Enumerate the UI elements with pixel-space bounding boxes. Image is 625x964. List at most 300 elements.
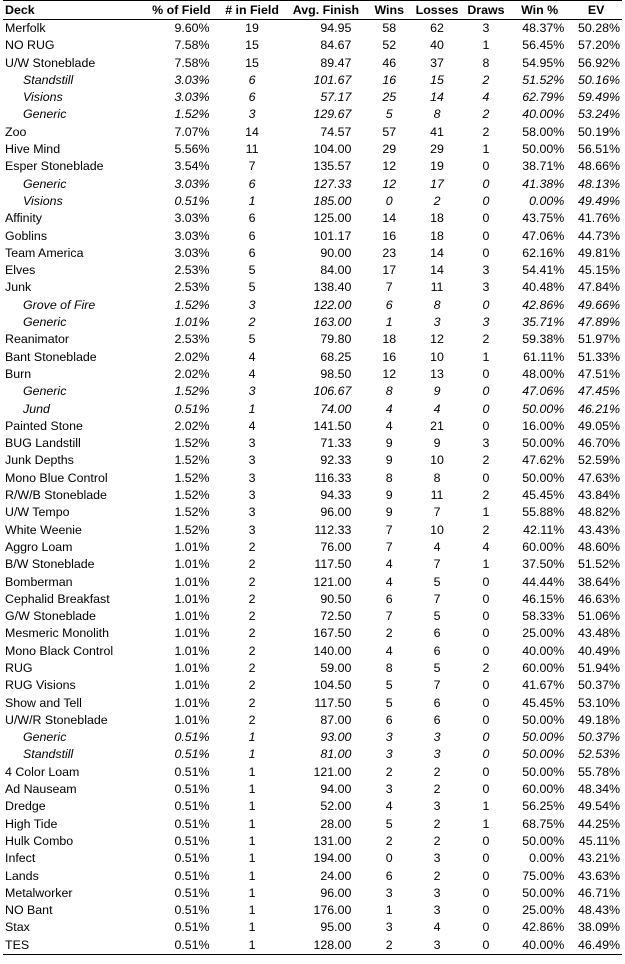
cell-win-percent: 46.15% (522, 591, 565, 606)
cell-win-percent: 37.50% (522, 557, 565, 572)
cell-wins: 1 (385, 315, 393, 330)
cell-draws: 3 (482, 21, 490, 35)
cell-ev: 49.18% (577, 712, 620, 727)
cell-number-in-field: 1 (248, 903, 256, 918)
cell-percent-of-field: 3.03% (174, 211, 210, 226)
cell-percent-of-field: 1.52% (174, 384, 210, 399)
table-row (3, 608, 622, 625)
cell-ev: 55.78% (577, 764, 620, 779)
cell-avg-finish: 176.00 (313, 903, 352, 918)
table-row (3, 37, 622, 54)
cell-deck: Stax (5, 920, 30, 935)
table-row (3, 695, 622, 712)
cell-losses: 19 (430, 159, 444, 174)
cell-deck: Mono Black Control (5, 643, 114, 658)
cell-avg-finish: 90.50 (320, 591, 352, 606)
cell-win-percent: 60.00% (522, 660, 565, 675)
cell-losses: 8 (433, 297, 441, 312)
cell-wins: 2 (385, 937, 393, 952)
cell-avg-finish: 121.00 (313, 764, 352, 779)
cell-deck: Team America (5, 245, 84, 260)
header-wins: Wins (374, 3, 404, 17)
cell-deck: Hive Mind (5, 142, 61, 157)
cell-deck: NO RUG (5, 38, 55, 53)
cell-deck: 4 Color Loam (5, 764, 80, 779)
table-row (3, 850, 622, 867)
cell-draws: 1 (482, 557, 490, 572)
cell-deck: RUG (5, 660, 33, 675)
table-row (3, 781, 622, 798)
cell-deck: Junk Depths (5, 453, 74, 468)
cell-draws: 2 (482, 124, 490, 139)
cell-losses: 9 (433, 436, 441, 451)
cell-wins: 17 (382, 263, 397, 278)
cell-number-in-field: 6 (248, 72, 256, 87)
table-row (3, 20, 622, 38)
cell-draws: 0 (482, 591, 490, 606)
cell-number-in-field: 1 (248, 937, 256, 952)
cell-win-percent: 55.88% (522, 505, 565, 520)
cell-avg-finish: 96.00 (320, 885, 352, 900)
cell-number-in-field: 2 (248, 574, 256, 589)
cell-number-in-field: 1 (248, 851, 256, 866)
cell-losses: 3 (433, 885, 441, 900)
cell-ev: 47.45% (577, 384, 620, 399)
cell-draws: 2 (482, 660, 490, 675)
cell-ev: 49.49% (577, 193, 620, 208)
cell-percent-of-field: 0.51% (174, 401, 210, 416)
cell-number-in-field: 3 (248, 470, 256, 485)
cell-wins: 3 (385, 782, 393, 797)
cell-avg-finish: 52.00 (320, 799, 352, 814)
table-row (3, 262, 622, 279)
cell-ev: 50.19% (577, 124, 620, 139)
cell-avg-finish: 128.00 (313, 937, 352, 952)
cell-number-in-field: 3 (248, 436, 256, 451)
cell-wins: 9 (385, 436, 393, 451)
cell-avg-finish: 87.00 (320, 712, 352, 727)
cell-win-percent: 43.75% (522, 211, 565, 226)
cell-win-percent: 60.00% (522, 782, 565, 797)
cell-percent-of-field: 1.52% (174, 297, 210, 312)
cell-win-percent: 35.71% (522, 315, 565, 330)
cell-deck: Affinity (5, 211, 42, 226)
cell-wins: 9 (385, 488, 393, 503)
cell-losses: 14 (430, 263, 444, 278)
cell-ev: 47.89% (577, 315, 620, 330)
cell-ev: 43.43% (577, 522, 620, 537)
table-row (3, 487, 622, 504)
cell-percent-of-field: 1.01% (174, 660, 210, 675)
cell-ev: 57.20% (577, 38, 620, 53)
cell-percent-of-field: 1.52% (174, 488, 210, 503)
table-row (3, 712, 622, 729)
cell-avg-finish: 101.17 (313, 228, 352, 243)
cell-losses: 8 (433, 470, 441, 485)
cell-deck: Goblins (5, 228, 48, 243)
cell-draws: 0 (482, 937, 490, 952)
cell-ev: 48.66% (577, 159, 620, 174)
cell-losses: 37 (430, 55, 444, 70)
cell-ev: 56.92% (577, 55, 620, 70)
cell-losses: 17 (430, 176, 444, 191)
table-row (3, 279, 622, 296)
cell-percent-of-field: 0.51% (174, 730, 210, 745)
cell-wins: 3 (385, 747, 393, 762)
cell-ev: 40.49% (577, 643, 620, 658)
cell-deck: Mono Blue Control (5, 470, 108, 485)
cell-deck: Junk (5, 280, 32, 295)
cell-ev: 47.84% (577, 280, 620, 295)
cell-percent-of-field: 0.51% (174, 833, 210, 848)
cell-percent-of-field: 0.51% (174, 868, 210, 883)
cell-draws: 0 (482, 643, 490, 658)
cell-number-in-field: 6 (248, 90, 256, 105)
cell-avg-finish: 68.25 (320, 349, 352, 364)
cell-deck: Ad Nauseam (5, 782, 77, 797)
table-body (3, 20, 622, 955)
cell-percent-of-field: 7.58% (174, 55, 210, 70)
cell-losses: 4 (433, 920, 441, 935)
cell-losses: 3 (433, 730, 441, 745)
cell-wins: 12 (382, 366, 397, 381)
cell-wins: 6 (385, 868, 393, 883)
cell-avg-finish: 94.95 (320, 21, 352, 35)
table-row (3, 418, 622, 435)
cell-number-in-field: 3 (248, 453, 256, 468)
cell-losses: 6 (433, 695, 441, 710)
cell-wins: 18 (382, 332, 397, 347)
cell-wins: 7 (385, 522, 393, 537)
cell-win-percent: 44.44% (522, 574, 565, 589)
header-row (3, 1, 622, 20)
cell-losses: 14 (430, 90, 444, 105)
table-subrow (3, 106, 622, 123)
cell-avg-finish: 94.00 (320, 782, 352, 797)
cell-losses: 11 (430, 488, 444, 503)
cell-number-in-field: 2 (248, 695, 256, 710)
cell-ev: 46.70% (577, 436, 620, 451)
cell-win-percent: 0.00% (529, 193, 565, 208)
cell-wins: 5 (385, 695, 393, 710)
cell-number-in-field: 2 (248, 626, 256, 641)
table-row (3, 643, 622, 660)
cell-wins: 3 (385, 885, 393, 900)
cell-losses: 14 (430, 245, 444, 260)
cell-draws: 0 (482, 833, 490, 848)
cell-deck: NO Bant (5, 903, 53, 918)
table-row (3, 228, 622, 245)
cell-number-in-field: 1 (248, 193, 256, 208)
cell-avg-finish: 90.00 (320, 245, 352, 260)
cell-losses: 6 (433, 712, 441, 727)
cell-avg-finish: 104.00 (313, 142, 352, 157)
cell-draws: 1 (482, 349, 490, 364)
cell-avg-finish: 79.80 (320, 332, 352, 347)
cell-ev: 50.28% (577, 21, 620, 35)
cell-deck: Bomberman (5, 574, 73, 589)
cell-losses: 10 (430, 453, 444, 468)
cell-win-percent: 56.45% (522, 38, 565, 53)
cell-number-in-field: 1 (248, 799, 256, 814)
cell-deck: Burn (5, 366, 32, 381)
cell-wins: 2 (385, 764, 393, 779)
cell-draws: 3 (482, 315, 490, 330)
cell-number-in-field: 4 (248, 418, 256, 433)
table-row (3, 591, 622, 608)
cell-wins: 6 (385, 297, 393, 312)
cell-draws: 0 (482, 609, 490, 624)
cell-losses: 18 (430, 228, 444, 243)
cell-win-percent: 50.00% (522, 436, 565, 451)
cell-avg-finish: 125.00 (313, 211, 352, 226)
cell-draws: 0 (482, 470, 490, 485)
cell-number-in-field: 2 (248, 315, 256, 330)
cell-ev: 49.05% (577, 418, 620, 433)
cell-deck: G/W Stoneblade (5, 609, 96, 624)
cell-losses: 7 (433, 557, 441, 572)
cell-avg-finish: 57.17 (320, 90, 352, 105)
cell-number-in-field: 1 (248, 782, 256, 797)
cell-deck: Show and Tell (5, 695, 82, 710)
cell-draws: 8 (482, 55, 490, 70)
cell-deck: U/W/R Stoneblade (5, 712, 108, 727)
cell-draws: 1 (482, 816, 490, 831)
cell-draws: 0 (482, 297, 490, 312)
cell-wins: 6 (385, 712, 393, 727)
cell-ev: 44.73% (577, 228, 620, 243)
cell-deck: Generic (23, 315, 67, 330)
table-row (3, 124, 622, 141)
cell-percent-of-field: 1.01% (174, 626, 210, 641)
cell-avg-finish: 89.47 (320, 55, 352, 70)
cell-wins: 46 (382, 55, 397, 70)
cell-deck: Generic (23, 730, 67, 745)
cell-deck: Standstill (23, 72, 74, 87)
cell-ev: 48.34% (577, 782, 620, 797)
cell-deck: Merfolk (5, 21, 46, 35)
cell-losses: 3 (433, 851, 441, 866)
cell-losses: 5 (433, 609, 441, 624)
table-row (3, 902, 622, 919)
cell-number-in-field: 15 (245, 55, 259, 70)
cell-number-in-field: 1 (248, 885, 256, 900)
cell-avg-finish: 101.67 (313, 72, 352, 87)
cell-win-percent: 50.00% (522, 401, 565, 416)
cell-losses: 13 (430, 366, 444, 381)
cell-avg-finish: 131.00 (313, 833, 352, 848)
cell-percent-of-field: 2.53% (174, 263, 210, 278)
cell-ev: 48.43% (577, 903, 620, 918)
cell-deck: Generic (23, 384, 67, 399)
cell-percent-of-field: 1.52% (174, 436, 210, 451)
table-row (3, 210, 622, 227)
cell-losses: 2 (433, 764, 441, 779)
cell-win-percent: 50.00% (522, 470, 565, 485)
cell-deck: Infect (5, 851, 36, 866)
cell-win-percent: 47.06% (522, 384, 565, 399)
cell-ev: 53.24% (577, 107, 620, 122)
cell-percent-of-field: 2.53% (174, 332, 210, 347)
cell-ev: 46.21% (577, 401, 620, 416)
cell-number-in-field: 3 (248, 488, 256, 503)
cell-ev: 56.51% (577, 142, 620, 157)
cell-number-in-field: 3 (248, 297, 256, 312)
cell-ev: 43.84% (577, 488, 620, 503)
cell-draws: 3 (482, 263, 490, 278)
cell-wins: 23 (382, 245, 397, 260)
cell-wins: 8 (385, 384, 393, 399)
table-row (3, 625, 622, 642)
cell-percent-of-field: 1.01% (174, 574, 210, 589)
table-row (3, 245, 622, 262)
cell-ev: 48.60% (577, 539, 620, 554)
cell-draws: 4 (482, 539, 490, 554)
cell-wins: 57 (382, 124, 397, 139)
cell-number-in-field: 1 (248, 401, 256, 416)
cell-wins: 52 (382, 38, 397, 53)
cell-win-percent: 50.00% (522, 712, 565, 727)
table-row (3, 556, 622, 573)
cell-ev: 47.63% (577, 470, 620, 485)
table-row (3, 452, 622, 469)
cell-draws: 2 (482, 332, 490, 347)
table-subrow (3, 72, 622, 89)
cell-avg-finish: 112.33 (314, 522, 352, 537)
cell-number-in-field: 3 (248, 384, 256, 399)
cell-percent-of-field: 1.01% (174, 695, 210, 710)
cell-wins: 8 (385, 470, 393, 485)
cell-number-in-field: 1 (248, 816, 256, 831)
cell-losses: 2 (433, 782, 441, 797)
table-row (3, 539, 622, 556)
cell-wins: 16 (382, 349, 397, 364)
table-subrow (3, 314, 622, 331)
cell-draws: 1 (482, 505, 490, 520)
table-subrow (3, 401, 622, 418)
cell-ev: 49.81% (577, 245, 620, 260)
table-row (3, 937, 622, 955)
cell-percent-of-field: 0.51% (174, 782, 210, 797)
cell-draws: 3 (482, 436, 490, 451)
cell-draws: 1 (482, 38, 490, 53)
cell-avg-finish: 81.00 (320, 747, 352, 762)
cell-ev: 41.76% (577, 211, 620, 226)
cell-win-percent: 45.45% (522, 488, 565, 503)
cell-win-percent: 42.86% (522, 920, 565, 935)
table-row (3, 141, 622, 158)
cell-number-in-field: 2 (248, 557, 256, 572)
cell-wins: 29 (382, 142, 397, 157)
cell-draws: 2 (482, 107, 490, 122)
cell-ev: 49.54% (577, 799, 620, 814)
cell-losses: 10 (430, 349, 444, 364)
cell-ev: 44.25% (577, 816, 620, 831)
cell-draws: 2 (482, 453, 490, 468)
cell-win-percent: 40.48% (522, 280, 565, 295)
cell-win-percent: 58.00% (522, 124, 565, 139)
cell-avg-finish: 74.57 (320, 124, 352, 139)
cell-losses: 7 (433, 678, 441, 693)
cell-ev: 48.82% (577, 505, 620, 520)
table-row (3, 366, 622, 383)
cell-win-percent: 75.00% (522, 868, 565, 883)
cell-number-in-field: 3 (248, 505, 256, 520)
cell-wins: 12 (382, 159, 397, 174)
cell-avg-finish: 74.00 (320, 401, 352, 416)
cell-percent-of-field: 2.53% (174, 280, 210, 295)
cell-deck: RUG Visions (5, 678, 76, 693)
cell-draws: 0 (482, 176, 490, 191)
cell-ev: 43.48% (577, 626, 620, 641)
cell-wins: 7 (385, 609, 393, 624)
cell-deck: Grove of Fire (23, 297, 96, 312)
cell-draws: 2 (482, 488, 490, 503)
cell-losses: 5 (433, 660, 441, 675)
cell-ev: 49.66% (577, 297, 620, 312)
cell-deck: U/W Tempo (5, 505, 70, 520)
cell-draws: 0 (482, 920, 490, 935)
cell-losses: 3 (433, 315, 441, 330)
table-row (3, 660, 622, 677)
cell-draws: 0 (482, 384, 490, 399)
cell-win-percent: 25.00% (522, 626, 565, 641)
cell-ev: 46.71% (577, 885, 620, 900)
cell-avg-finish: 122.00 (313, 297, 352, 312)
cell-win-percent: 50.00% (522, 747, 565, 762)
cell-ev: 47.51% (577, 366, 620, 381)
cell-number-in-field: 2 (248, 609, 256, 624)
table-row (3, 55, 622, 72)
cell-ev: 46.63% (577, 591, 620, 606)
cell-losses: 8 (433, 107, 441, 122)
cell-wins: 3 (385, 920, 393, 935)
cell-percent-of-field: 1.01% (174, 315, 210, 330)
cell-number-in-field: 6 (248, 176, 256, 191)
cell-percent-of-field: 1.52% (174, 107, 210, 122)
cell-number-in-field: 19 (245, 21, 259, 35)
cell-draws: 0 (482, 626, 490, 641)
cell-draws: 4 (482, 90, 490, 105)
cell-percent-of-field: 0.51% (174, 937, 210, 952)
cell-wins: 5 (385, 816, 393, 831)
table-row (3, 331, 622, 348)
cell-percent-of-field: 0.51% (174, 799, 210, 814)
cell-wins: 5 (385, 107, 393, 122)
table-subrow (3, 193, 622, 210)
cell-losses: 7 (433, 505, 441, 520)
cell-avg-finish: 140.00 (313, 643, 352, 658)
deck-stats-table (3, 0, 622, 955)
cell-deck: Metalworker (5, 885, 73, 900)
cell-number-in-field: 15 (245, 38, 259, 53)
table-row (3, 158, 622, 175)
table-row (3, 833, 622, 850)
cell-losses: 5 (433, 574, 441, 589)
cell-win-percent: 48.37% (522, 21, 565, 35)
cell-draws: 0 (482, 764, 490, 779)
header-deck: Deck (5, 3, 35, 17)
cell-draws: 2 (482, 72, 490, 87)
cell-draws: 3 (482, 280, 490, 295)
cell-ev: 46.49% (577, 937, 620, 952)
cell-deck: U/W Stoneblade (5, 55, 96, 70)
table-row (3, 470, 622, 487)
cell-deck: Elves (5, 263, 36, 278)
cell-deck: Dredge (5, 799, 46, 814)
cell-percent-of-field: 0.51% (174, 816, 210, 831)
cell-avg-finish: 93.00 (320, 730, 352, 745)
